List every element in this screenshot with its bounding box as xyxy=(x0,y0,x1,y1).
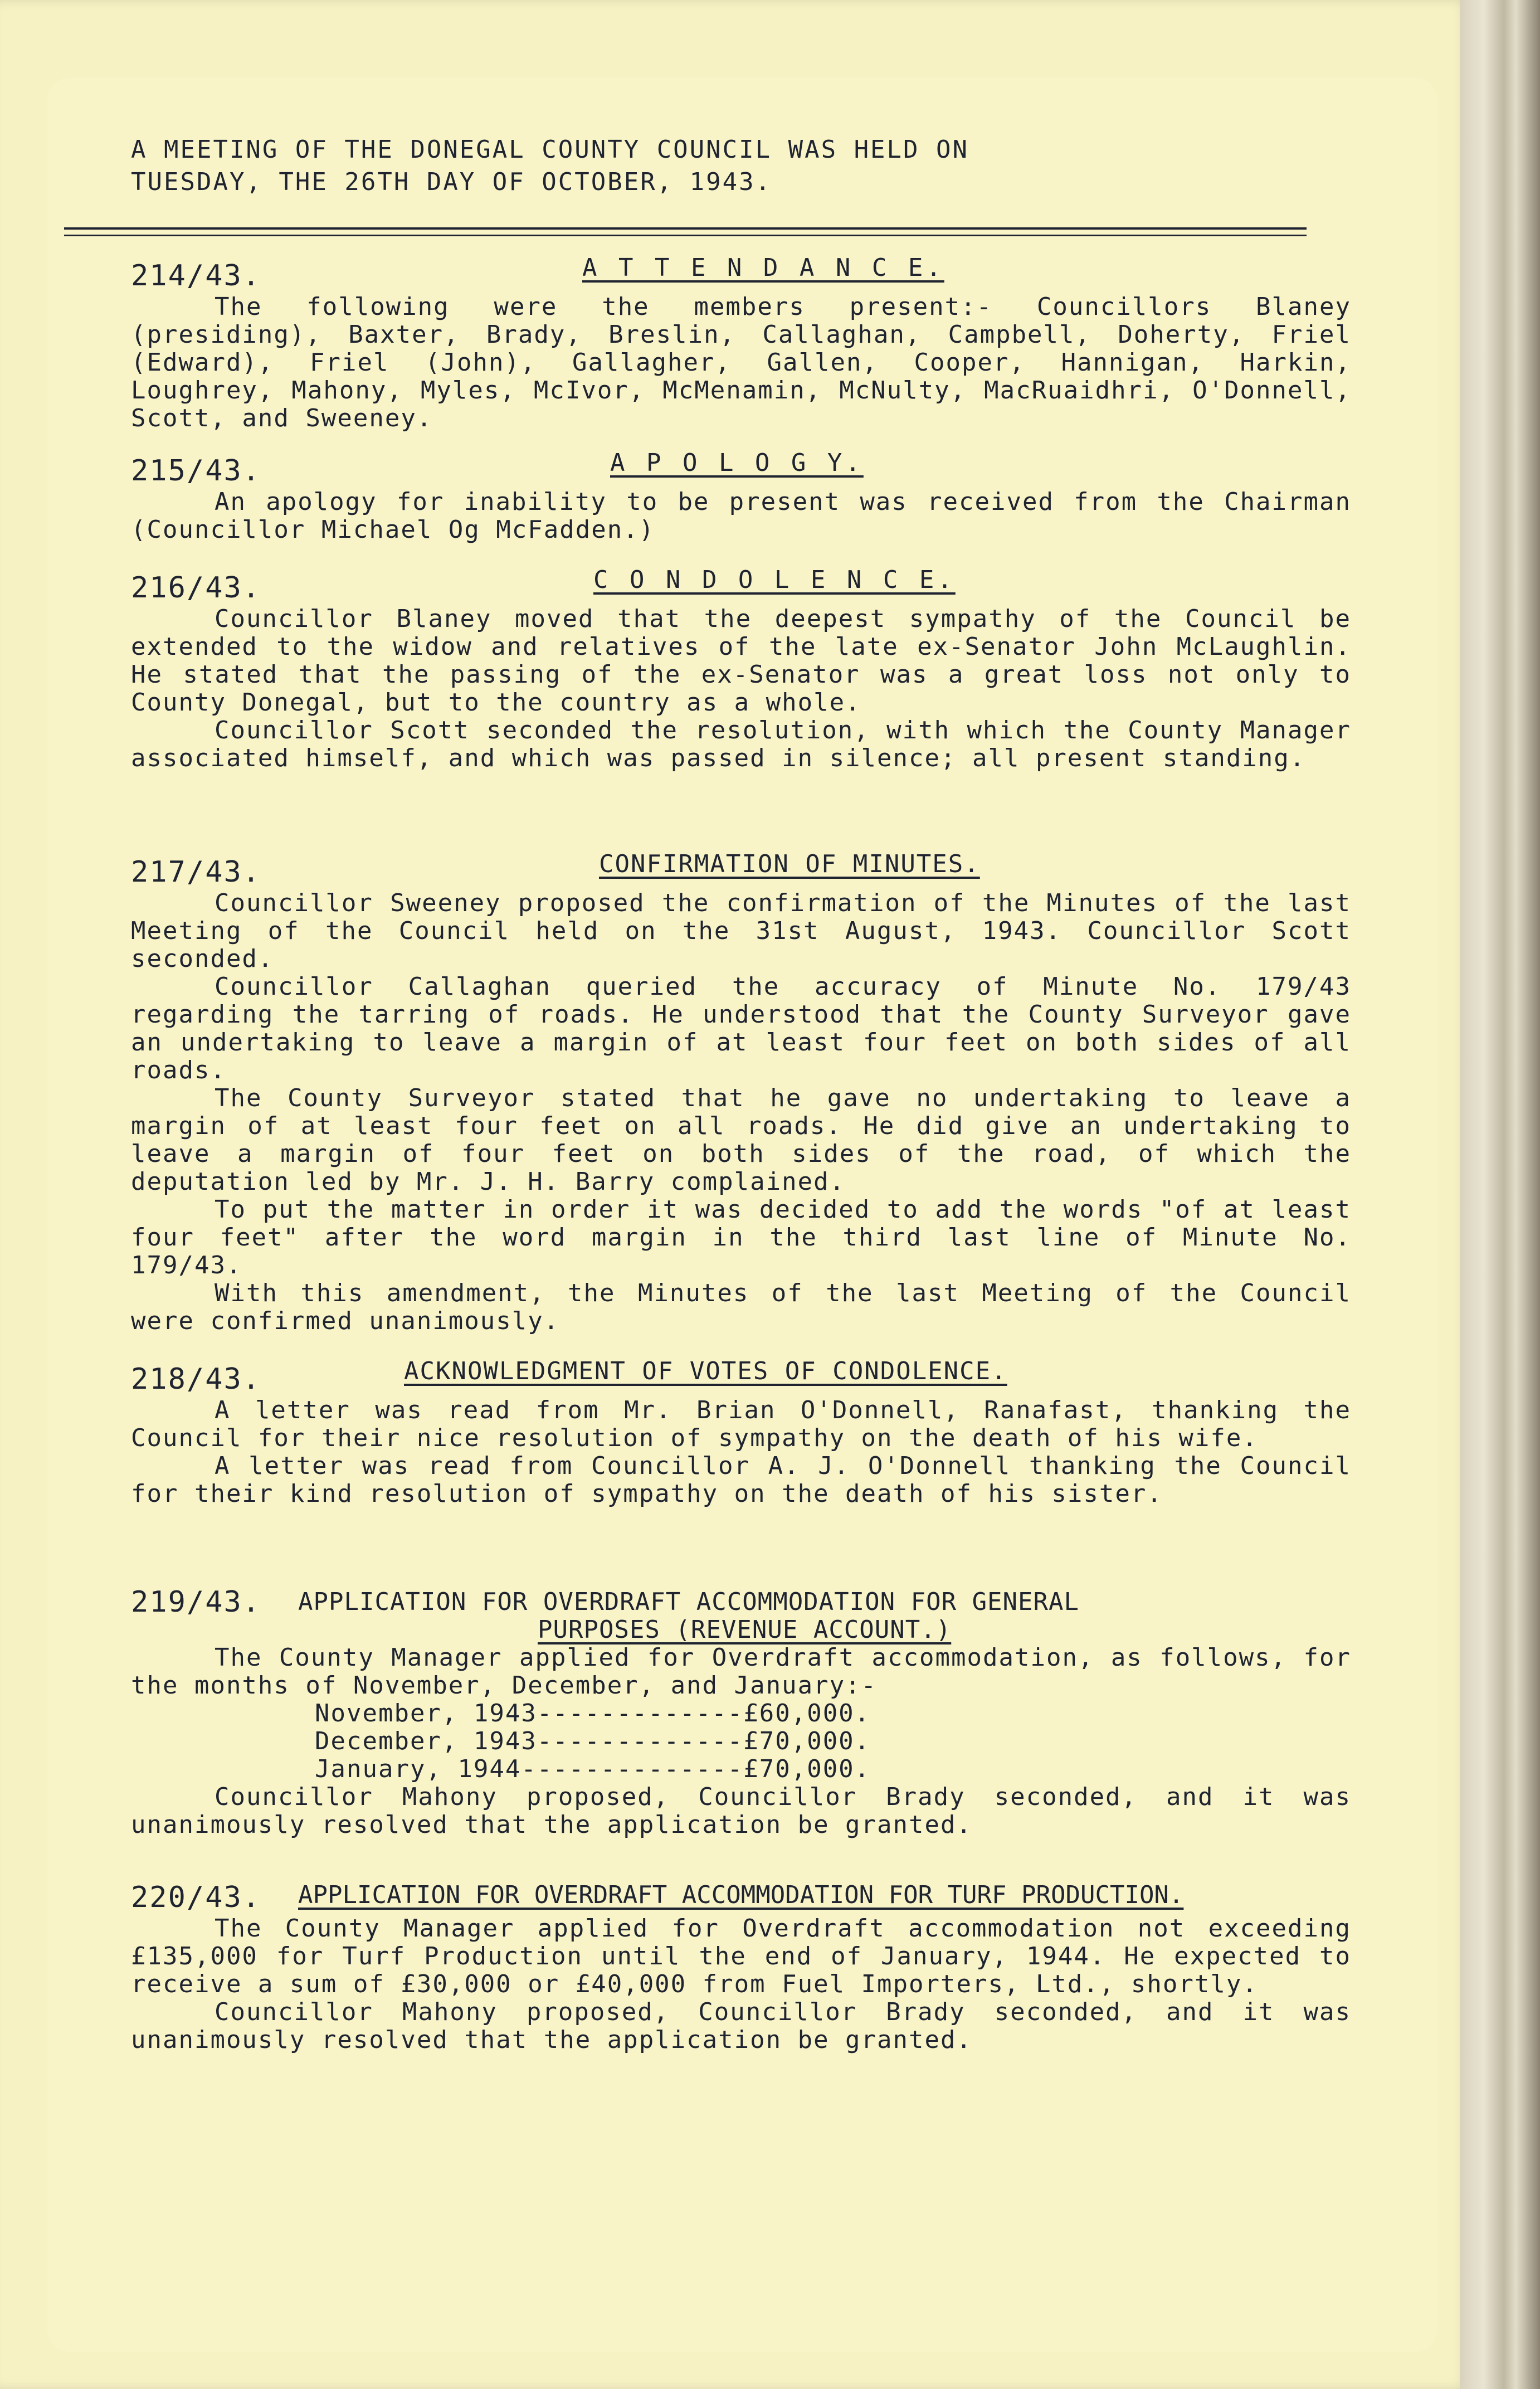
minute-number: 217/43. xyxy=(131,855,261,889)
minute-paragraph: Councillor Callaghan queried the accuracy of Minute No. 179/43 regarding the tarring of roads. He understood that the County Surveyor gave an undertaking to leave a margin of at least four feet on both sides of all roads. xyxy=(131,972,1351,1084)
minute-paragraph: The County Manager applied for Overdraft accommodation, as follows, for the months of November, December, and January:- xyxy=(131,1643,1351,1700)
minute-paragraph: The County Surveyor stated that he gave no undertaking to leave a margin of at least four feet on all roads. He did give an undertaking to leave a margin of four feet on both sides of the road, of which the deputation led by Mr. J. H. Barry complained. xyxy=(131,1084,1351,1196)
minute-paragraph: Councillor Blaney moved that the deepest sympathy of the Council be extended to the widow and relatives of the late ex-Senator John McLaughlin. He stated that the passing of the ex-Senator was a great loss not only to County Donegal, but to the country as a whole. xyxy=(131,605,1351,717)
minute-text: An apology for inability to be present was received from the Chairman (Councillor Michael Og McFadden.) xyxy=(131,488,1351,544)
schedule-row-november: November, 1943-------------£60,000. xyxy=(315,1699,871,1728)
minute-number: 214/43. xyxy=(131,259,261,293)
minute-title: ACKNOWLEDGMENT OF VOTES OF CONDOLENCE. xyxy=(404,1357,1007,1385)
minute-number: 218/43. xyxy=(131,1363,261,1396)
header-rule xyxy=(64,227,1307,236)
minute-paragraph: To put the matter in order it was decided to add the words "of at least four feet" after the word margin in the third last line of Minute No. 179/43. xyxy=(131,1195,1351,1279)
meeting-header xyxy=(131,134,1351,198)
book-page-edges xyxy=(1460,0,1540,2389)
minute-title: A T T E N D A N C E. xyxy=(582,254,944,282)
minute-number: 215/43. xyxy=(131,454,261,488)
minute-title-line-2: PURPOSES (REVENUE ACCOUNT.) xyxy=(538,1616,952,1644)
minute-paragraph: Councillor Mahony proposed, Councillor Brady seconded, and it was unanimously resolved that the application be granted. xyxy=(131,1783,1351,1839)
minute-title-line-1: APPLICATION FOR OVERDRAFT ACCOMMODATION FOR GENERAL xyxy=(298,1588,1080,1616)
minute-214 xyxy=(131,254,1351,432)
minute-title: APPLICATION FOR OVERDRAFT ACCOMMODATION FOR TURF PRODUCTION. xyxy=(298,1881,1184,1909)
header-line-1: A MEETING OF THE DONEGAL COUNTY COUNCIL WAS HELD ON xyxy=(131,135,969,164)
minute-217 xyxy=(131,850,1351,1335)
minute-215 xyxy=(131,449,1351,544)
minute-text: The following were the members present:- Councillors Blaney (presiding), Baxter, Brady, Breslin, Callaghan, Campbell, Doherty, Friel (Edward), Friel (John), Gallagher, Gallen, Cooper, Hannigan, Harkin, Loughrey, Mahony, Myles, McIvor, McMenamin, McNulty, MacRuaidhri, O'Donnell, Scott, and Sweeney. xyxy=(131,293,1351,432)
minute-220 xyxy=(131,1881,1351,2054)
minute-number: 219/43. xyxy=(131,1585,261,1619)
minute-paragraph: A letter was read from Mr. Brian O'Donnell, Ranafast, thanking the Council for their nice resolution of sympathy on the death of his wife. xyxy=(131,1396,1351,1452)
minute-title: C O N D O L E N C E. xyxy=(593,566,956,594)
minute-paragraph: The County Manager applied for Overdraft accommodation not exceeding £135,000 for Turf Production until the end of January, 1944. He expected to receive a sum of £30,000 or £40,000 from Fuel Importers, Ltd., shortly. xyxy=(131,1914,1351,1998)
minute-216 xyxy=(131,566,1351,772)
schedule-row-january: January, 1944--------------£70,000. xyxy=(315,1755,871,1783)
minute-title: CONFIRMATION OF MINUTES. xyxy=(599,850,980,878)
minute-paragraph: With this amendment, the Minutes of the last Meeting of the Council were confirmed unanimously. xyxy=(131,1279,1351,1335)
minutes-document xyxy=(131,134,1351,2054)
minute-title: A P O L O G Y. xyxy=(610,449,864,477)
minute-218 xyxy=(131,1357,1351,1508)
header-line-2: TUESDAY, THE 26TH DAY OF OCTOBER, 1943. xyxy=(131,168,772,196)
minute-paragraph: Councillor Scott seconded the resolution, with which the County Manager associated himself, and which was passed in silence; all present standing. xyxy=(131,716,1351,772)
minute-number: 216/43. xyxy=(131,571,261,605)
schedule-row-december: December, 1943-------------£70,000. xyxy=(315,1727,871,1755)
overdraft-schedule xyxy=(315,1700,1351,1783)
minute-paragraph: Councillor Sweeney proposed the confirmation of the Minutes of the last Meeting of the Council held on the 31st August, 1943. Councillor Scott seconded. xyxy=(131,889,1351,973)
minute-219 xyxy=(131,1585,1351,1839)
minute-paragraph: A letter was read from Councillor A. J. O'Donnell thanking the Council for their kind resolution of sympathy on the death of his sister. xyxy=(131,1452,1351,1508)
minute-number: 220/43. xyxy=(131,1881,261,1914)
minute-paragraph: Councillor Mahony proposed, Councillor Brady seconded, and it was unanimously resolved that the application be granted. xyxy=(131,1998,1351,2054)
